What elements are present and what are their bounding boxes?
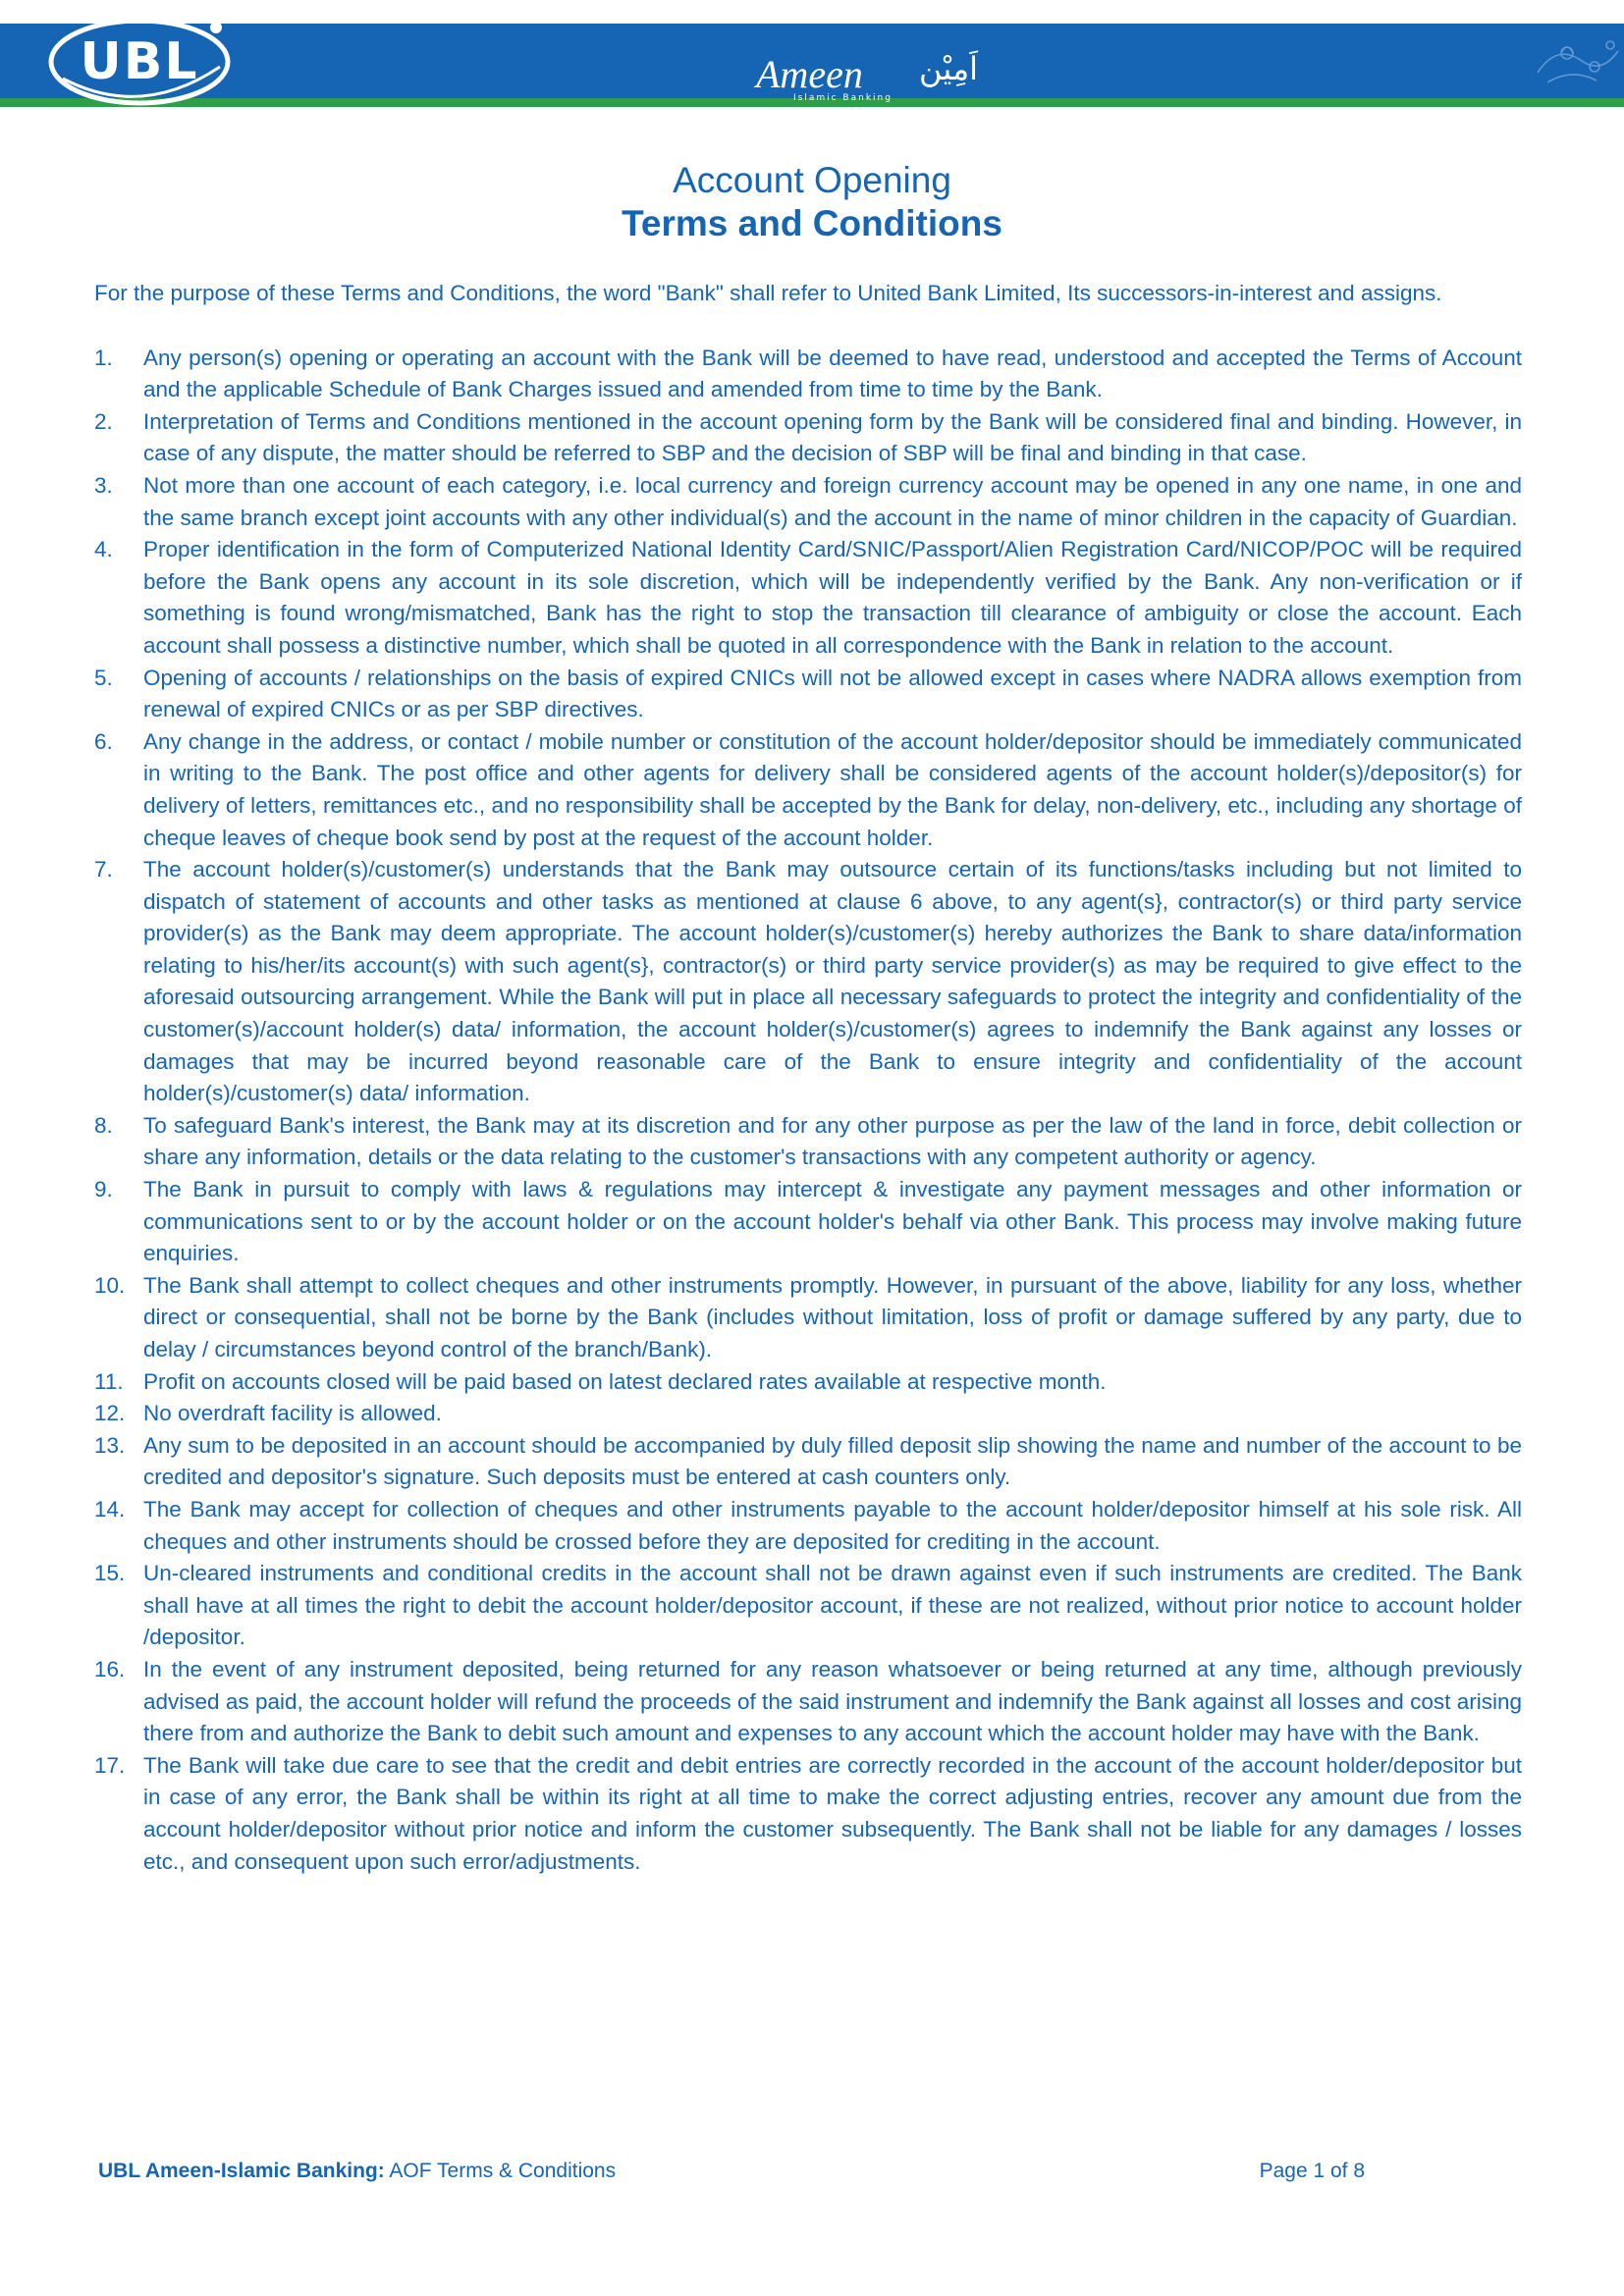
term-number: 9. (94, 1177, 113, 1202)
footer-doc-title: AOF Terms & Conditions (384, 2160, 617, 2182)
term-item (94, 1750, 1522, 1878)
ameen-arabic-text: اَمِیْن (919, 50, 979, 87)
term-text: Proper identification in the form of Computerized National Identity Card/SNIC/Passport/Alien Registration Card/NICOP/POC will be required before the Bank opens any account in its sole discretion, which will be independently verified by the Bank. Any non-verification or if something is found wrong/mismatched, Bank has the right to stop the transaction till clearance of ambiguity or close the account. Each account shall possess a distinctive number, which shall be quoted in all correspondence with the Bank in relation to the account. (143, 537, 1522, 658)
term-number: 11. (94, 1368, 124, 1394)
term-text: Any change in the address, or contact / mobile number or constitution of the account holder/depositor should be immediately communicated in writing to the Bank. The post office and other agents for delivery shall be considered agents of the account holder(s)/depositor(s) for delivery of letters, remittances etc., and no responsibility shall be accepted by the Bank for delay, non-delivery, etc., including any shortage of cheque leaves of cheque book send by post at the request of the account holder. (143, 728, 1522, 850)
title-terms-and-conditions: Terms and Conditions (622, 203, 1002, 243)
term-text: No overdraft facility is allowed. (143, 1401, 442, 1426)
term-item (94, 854, 1522, 1110)
ameen-subtitle: Islamic Banking (793, 93, 893, 103)
ameen-latin-text: Ameen (756, 52, 863, 96)
term-text: Not more than one account of each category, i.e. local currency and foreign currency account may be opened in any one name, in one and the same branch except joint accounts with any other individual(s) and the account in the name of minor children in the capacity of Guardian. (143, 472, 1522, 530)
term-number: 12. (94, 1401, 126, 1426)
term-item (94, 726, 1522, 854)
ameen-logo (752, 51, 1017, 106)
term-number: 10. (94, 1272, 126, 1298)
term-text: The Bank will take due care to see that the credit and debit entries are correctly recorded in the account of the account holder/depositor but in case of any error, the Bank shall be within its right at all time to make the correct adjusting entries, recover any amount due from the account holder/depositor without prior notice and inform the customer subsequently. The Bank shall not be liable for any damages / losses etc., and consequent upon such error/adjustments. (143, 1752, 1522, 1874)
term-number: 15. (94, 1561, 126, 1586)
floral-ornament-icon (1528, 24, 1624, 98)
term-number: 6. (94, 728, 113, 754)
term-number: 1. (94, 345, 113, 370)
term-item (94, 1110, 1522, 1174)
title-account-opening: Account Opening (673, 160, 951, 200)
term-text: The account holder(s)/customer(s) understands that the Bank may outsource certain of its functions/tasks including but not limited to dispatch of statement of accounts and other tasks as mentioned at clause 6 above, to any agent(s}, contractor(s) or third party service provider(s) as the Bank may deem appropriate. The account holder(s)/customer(s) hereby authorizes the Bank to share data/information relating to his/her/its account(s) with such agent(s}, contractor(s) or third party service provider(s) as may be required to give effect to the aforesaid outsourcing arrangement. While the Bank will put in place all necessary safeguards to protect the integrity and confidentiality of the customer(s)/account holder(s) data/ information, the account holder(s)/customer(s) agrees to indemnify the Bank against any losses or damages that may be incurred beyond reasonable care of the Bank to ensure integrity and confidentiality of the account holder(s)/customer(s) data/ information. (143, 857, 1522, 1106)
term-text: Any sum to be deposited in an account should be accompanied by duly filled deposit slip showing the name and number of the account to be credited and depositor's signature. Such deposits must be entered at cash counters only. (143, 1432, 1522, 1490)
term-item (94, 663, 1522, 726)
term-item (94, 1398, 1522, 1430)
logo-text: UBL (80, 32, 199, 91)
term-text: Any person(s) opening or operating an account with the Bank will be deemed to have read, understood and accepted the Terms of Account and the applicable Schedule of Bank Charges issued and amended from time to time by the Bank. (143, 345, 1522, 402)
footer-doc-label (98, 2160, 616, 2183)
term-number: 2. (94, 408, 113, 434)
term-item (94, 1654, 1522, 1750)
footer-brand: UBL Ameen-Islamic Banking: (98, 2160, 385, 2182)
term-item (94, 343, 1522, 406)
term-item (94, 406, 1522, 470)
term-item (94, 534, 1522, 662)
term-text: Interpretation of Terms and Conditions mentioned in the account opening form by the Bank will be considered final and binding. However, in case of any dispute, the matter should be referred to SBP and the decision of SBP will be final and binding in that case. (143, 408, 1522, 466)
term-item (94, 1366, 1522, 1399)
page-title (0, 159, 1624, 245)
term-text: In the event of any instrument deposited, being returned for any reason whatsoever or being returned at any time, although previously advised as paid, the account holder will refund the proceeds of the said instrument and indemnify the Bank against all losses and cost arising there from and authorize the Bank to debit such amount and expenses to any account which the account holder may have with the Bank. (143, 1656, 1522, 1746)
term-item (94, 1558, 1522, 1654)
term-text: The Bank may accept for collection of cheques and other instruments payable to the account holder/depositor himself at his sole risk. All cheques and other instruments should be crossed before they are deposited for crediting in the account. (143, 1496, 1522, 1554)
term-number: 4. (94, 537, 113, 562)
page-footer (98, 2160, 1365, 2191)
term-item (94, 1270, 1522, 1366)
ubl-logo (43, 10, 236, 114)
term-number: 13. (94, 1432, 126, 1458)
term-number: 17. (94, 1752, 126, 1778)
term-number: 5. (94, 665, 113, 690)
term-text: Un-cleared instruments and conditional credits in the account shall not be drawn against even if such instruments are credited. The Bank shall have at all times the right to debit the account holder/depositor account, if these are not realized, without prior notice to account holder /depositor. (143, 1561, 1522, 1650)
intro-paragraph: For the purpose of these Terms and Conditions, the word "Bank" shall refer to United Bank Limited, Its successors-in-interest and assigns. (94, 281, 1442, 305)
term-item (94, 1174, 1522, 1270)
terms-content (94, 278, 1522, 1878)
page-number: Page 1 of 8 (1259, 2160, 1365, 2182)
term-item (94, 1430, 1522, 1494)
term-text: To safeguard Bank's interest, the Bank may at its discretion and for any other purpose as per the law of the land in force, debit collection or share any information, details or the data relating to the customer's transactions with any competent authority or agency. (143, 1112, 1522, 1170)
term-text: Profit on accounts closed will be paid based on latest declared rates available at respective month. (143, 1368, 1107, 1394)
term-number: 3. (94, 472, 113, 498)
term-item (94, 1494, 1522, 1558)
term-text: Opening of accounts / relationships on the basis of expired CNICs will not be allowed except in cases where NADRA allows exemption from renewal of expired CNICs or as per SBP directives. (143, 665, 1522, 722)
term-item (94, 470, 1522, 534)
term-number: 8. (94, 1112, 113, 1138)
term-number: 16. (94, 1656, 126, 1682)
terms-list (94, 343, 1522, 1879)
term-number: 14. (94, 1496, 126, 1522)
term-number: 7. (94, 857, 113, 882)
term-text: The Bank shall attempt to collect cheques and other instruments promptly. However, in pursuant of the above, liability for any loss, whether direct or consequential, shall not be borne by the Bank (includes without limitation, loss of profit or damage suffered by any party, due to delay / circumstances beyond control of the branch/Bank). (143, 1272, 1522, 1362)
term-text: The Bank in pursuit to comply with laws & regulations may intercept & investigate any payment messages and other information or communications sent to or by the account holder or on the account holder's behalf via other Bank. This process may involve making future enquiries. (143, 1177, 1522, 1266)
